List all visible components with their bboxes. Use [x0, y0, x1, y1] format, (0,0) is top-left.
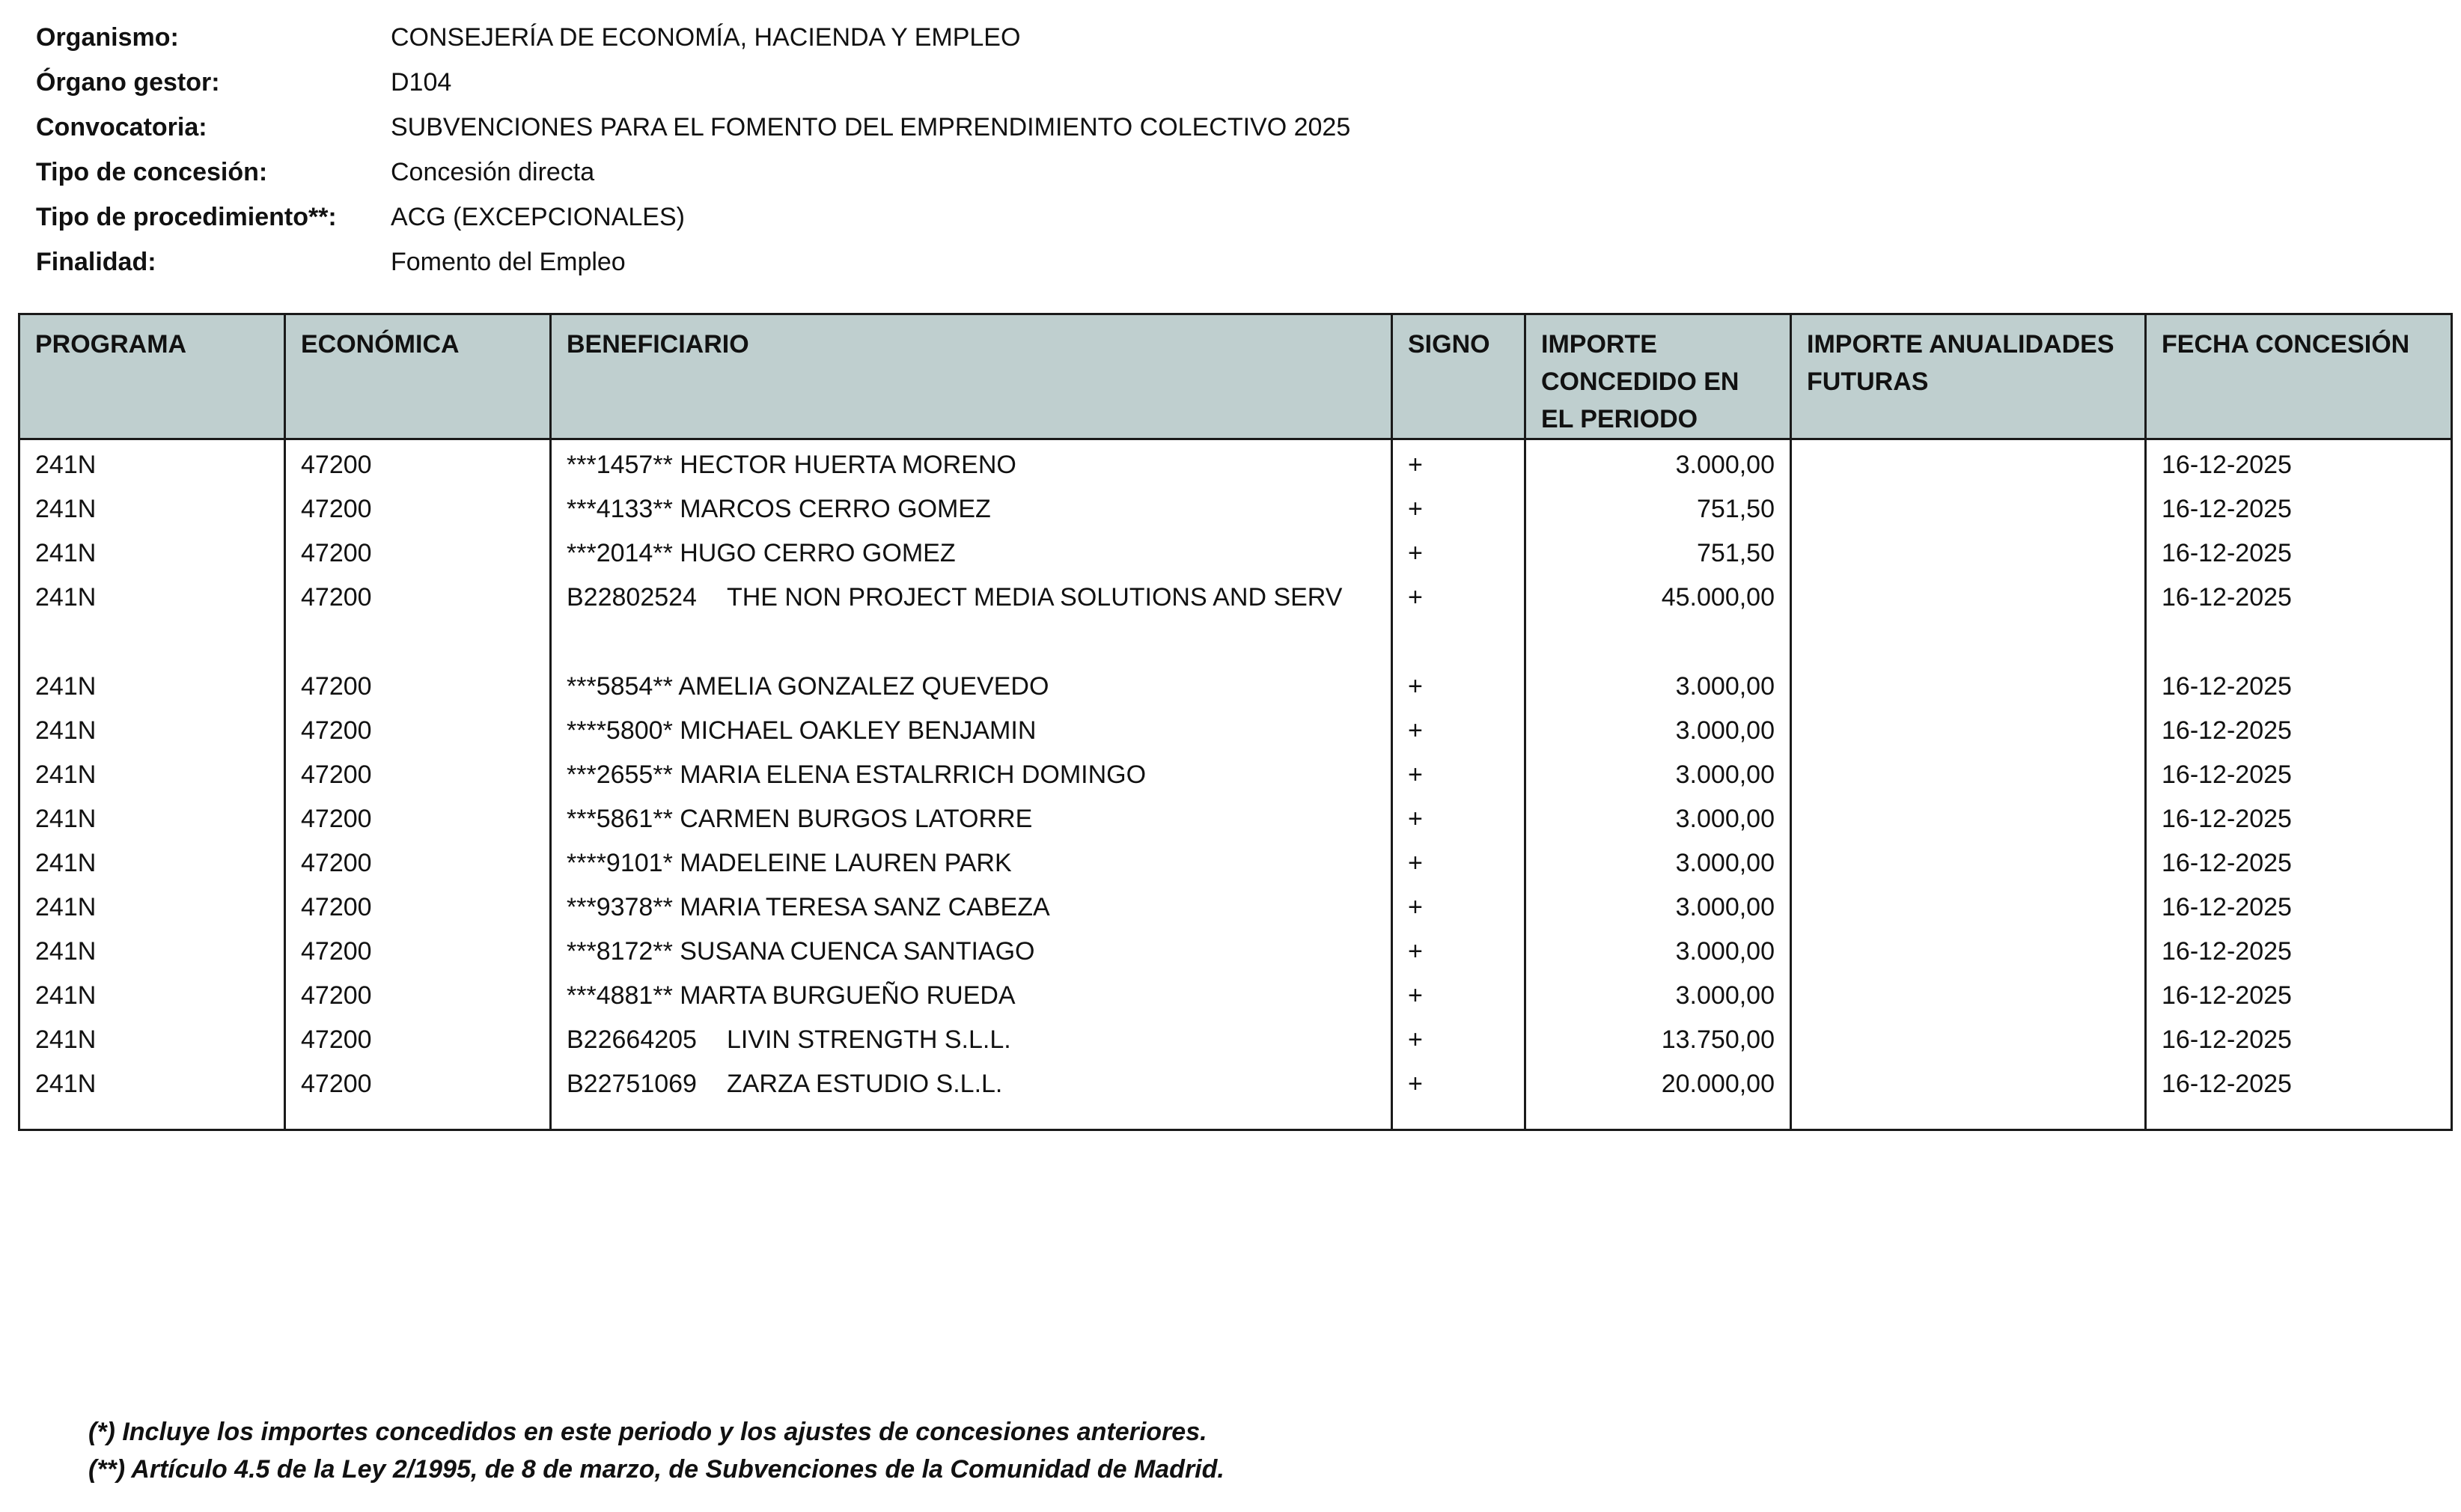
cell-futuras	[1791, 484, 2146, 528]
cell-signo: +	[1392, 662, 1525, 706]
cell-economica: 47200	[285, 573, 551, 662]
spacer-cell	[19, 1103, 285, 1130]
cell-signo: +	[1392, 439, 1525, 485]
table-row	[19, 1015, 2452, 1059]
cell-signo: +	[1392, 882, 1525, 927]
beneficiario-nombre: THE NON PROJECT MEDIA SOLUTIONS AND SERV	[726, 583, 1343, 612]
cell-signo: +	[1392, 706, 1525, 750]
cell-economica: 47200	[285, 838, 551, 882]
footnote-importes: (*) Incluye los importes concedidos en este periodo y los ajustes de concesiones anteriores.	[88, 1418, 1207, 1446]
cell-signo: +	[1392, 484, 1525, 528]
column-header-economica: ECONÓMICA	[285, 314, 551, 439]
cell-futuras	[1791, 971, 2146, 1015]
cell-economica: 47200	[285, 927, 551, 971]
beneficiario-nombre: HUGO CERRO GOMEZ	[680, 539, 956, 567]
cell-beneficiario	[551, 838, 1392, 882]
table-row	[19, 971, 2452, 1015]
table-row	[19, 484, 2452, 528]
spacer-cell	[2146, 1103, 2452, 1130]
grants-table	[18, 313, 2453, 1131]
cell-programa: 241N	[19, 484, 285, 528]
meta-label: Organismo:	[36, 22, 179, 52]
cell-futuras	[1791, 528, 2146, 573]
cell-programa: 241N	[19, 528, 285, 573]
cell-importe: 20.000,00	[1525, 1059, 1791, 1103]
cell-fecha: 16-12-2025	[2146, 750, 2452, 794]
cell-signo: +	[1392, 971, 1525, 1015]
table-row	[19, 706, 2452, 750]
column-header-fecha-concesion: FECHA CONCESIÓN	[2146, 314, 2452, 439]
cell-signo: +	[1392, 927, 1525, 971]
cell-economica: 47200	[285, 794, 551, 838]
cell-beneficiario	[551, 1059, 1392, 1103]
cell-signo: +	[1392, 1015, 1525, 1059]
beneficiario-id: ***4881**	[567, 981, 673, 1010]
spacer-cell	[285, 1103, 551, 1130]
cell-fecha: 16-12-2025	[2146, 439, 2452, 485]
spacer-cell	[551, 1103, 1392, 1130]
cell-programa: 241N	[19, 1015, 285, 1059]
cell-signo: +	[1392, 573, 1525, 662]
cell-importe: 751,50	[1525, 528, 1791, 573]
column-header-beneficiario: BENEFICIARIO	[551, 314, 1392, 439]
cell-fecha: 16-12-2025	[2146, 927, 2452, 971]
cell-programa: 241N	[19, 662, 285, 706]
table-row	[19, 528, 2452, 573]
footnotes	[88, 1413, 1225, 1488]
meta-value: D104	[391, 67, 452, 97]
cell-programa: 241N	[19, 1059, 285, 1103]
cell-programa: 241N	[19, 573, 285, 662]
table-row	[19, 1059, 2452, 1103]
meta-label: Finalidad:	[36, 247, 156, 276]
cell-futuras	[1791, 927, 2146, 971]
cell-futuras	[1791, 750, 2146, 794]
cell-beneficiario	[551, 706, 1392, 750]
beneficiario-id: ***8172**	[567, 937, 673, 966]
beneficiario-nombre: ZARZA ESTUDIO S.L.L.	[726, 1070, 1003, 1098]
cell-economica: 47200	[285, 1059, 551, 1103]
cell-signo: +	[1392, 838, 1525, 882]
cell-futuras	[1791, 882, 2146, 927]
meta-value: SUBVENCIONES PARA EL FOMENTO DEL EMPRENDIMIENTO COLECTIVO 2025	[391, 112, 1351, 141]
cell-futuras	[1791, 573, 2146, 662]
cell-signo: +	[1392, 528, 1525, 573]
cell-futuras	[1791, 706, 2146, 750]
beneficiario-nombre: MARIA TERESA SANZ CABEZA	[680, 893, 1050, 921]
cell-economica: 47200	[285, 750, 551, 794]
spacer-cell	[1525, 1103, 1791, 1130]
meta-row-convocatoria	[36, 105, 1832, 150]
cell-fecha: 16-12-2025	[2146, 528, 2452, 573]
cell-beneficiario	[551, 750, 1392, 794]
cell-importe: 3.000,00	[1525, 706, 1791, 750]
cell-importe: 13.750,00	[1525, 1015, 1791, 1059]
table-bottom-spacer	[19, 1103, 2452, 1130]
cell-economica: 47200	[285, 882, 551, 927]
table-header-row	[19, 314, 2452, 439]
cell-programa: 241N	[19, 882, 285, 927]
beneficiario-id: B22664205	[567, 1025, 697, 1054]
table-row	[19, 927, 2452, 971]
beneficiario-nombre: CARMEN BURGOS LATORRE	[680, 805, 1033, 833]
column-header-importe-futuras: IMPORTE ANUALIDADES FUTURAS	[1791, 314, 2146, 439]
cell-programa: 241N	[19, 971, 285, 1015]
spacer-cell	[1392, 1103, 1525, 1130]
cell-futuras	[1791, 794, 2146, 838]
spacer-cell	[1791, 1103, 2146, 1130]
cell-beneficiario	[551, 484, 1392, 528]
cell-programa: 241N	[19, 927, 285, 971]
column-header-programa: PROGRAMA	[19, 314, 285, 439]
meta-value: Fomento del Empleo	[391, 247, 626, 276]
cell-futuras	[1791, 1059, 2146, 1103]
cell-economica: 47200	[285, 528, 551, 573]
meta-value: CONSEJERÍA DE ECONOMÍA, HACIENDA Y EMPLEO	[391, 22, 1021, 52]
cell-importe: 3.000,00	[1525, 794, 1791, 838]
meta-label: Tipo de concesión:	[36, 157, 268, 186]
cell-importe: 3.000,00	[1525, 882, 1791, 927]
cell-importe: 3.000,00	[1525, 971, 1791, 1015]
beneficiario-nombre: MARTA BURGUEÑO RUEDA	[680, 981, 1016, 1010]
cell-economica: 47200	[285, 662, 551, 706]
meta-label: Tipo de procedimiento**:	[36, 202, 337, 231]
cell-beneficiario	[551, 882, 1392, 927]
cell-fecha: 16-12-2025	[2146, 1059, 2452, 1103]
cell-futuras	[1791, 439, 2146, 485]
meta-row-finalidad	[36, 240, 1832, 284]
cell-futuras	[1791, 662, 2146, 706]
beneficiario-id: ****9101*	[567, 849, 673, 877]
cell-economica: 47200	[285, 706, 551, 750]
cell-beneficiario	[551, 794, 1392, 838]
column-header-signo: SIGNO	[1392, 314, 1525, 439]
beneficiario-id: ****5800*	[567, 716, 673, 745]
table-row	[19, 573, 2452, 662]
beneficiario-nombre: LIVIN STRENGTH S.L.L.	[726, 1025, 1011, 1054]
beneficiario-nombre: MARCOS CERRO GOMEZ	[680, 495, 991, 523]
cell-economica: 47200	[285, 971, 551, 1015]
meta-label: Convocatoria:	[36, 112, 207, 141]
cell-beneficiario	[551, 528, 1392, 573]
cell-fecha: 16-12-2025	[2146, 882, 2452, 927]
cell-fecha: 16-12-2025	[2146, 706, 2452, 750]
beneficiario-id: ***4133**	[567, 495, 673, 523]
beneficiario-id: ***9378**	[567, 893, 673, 921]
cell-importe: 751,50	[1525, 484, 1791, 528]
meta-row-organismo	[36, 15, 1832, 60]
beneficiario-id: ***2655**	[567, 760, 673, 789]
cell-fecha: 16-12-2025	[2146, 794, 2452, 838]
meta-value: Concesión directa	[391, 157, 595, 186]
cell-economica: 47200	[285, 1015, 551, 1059]
cell-fecha: 16-12-2025	[2146, 484, 2452, 528]
beneficiario-id: B22802524	[567, 583, 697, 612]
cell-programa: 241N	[19, 838, 285, 882]
meta-row-tipo-concesion	[36, 150, 1832, 195]
cell-economica: 47200	[285, 484, 551, 528]
cell-signo: +	[1392, 750, 1525, 794]
header-metadata	[36, 15, 1832, 284]
cell-beneficiario	[551, 439, 1392, 485]
cell-beneficiario	[551, 662, 1392, 706]
beneficiario-id: ***1457**	[567, 451, 673, 479]
cell-importe: 45.000,00	[1525, 573, 1791, 662]
cell-fecha: 16-12-2025	[2146, 1015, 2452, 1059]
cell-fecha: 16-12-2025	[2146, 838, 2452, 882]
beneficiario-nombre: MADELEINE LAUREN PARK	[680, 849, 1012, 877]
cell-beneficiario	[551, 927, 1392, 971]
beneficiario-id: B22751069	[567, 1070, 697, 1098]
cell-signo: +	[1392, 1059, 1525, 1103]
cell-economica: 47200	[285, 439, 551, 485]
cell-importe: 3.000,00	[1525, 662, 1791, 706]
cell-signo: +	[1392, 794, 1525, 838]
cell-fecha: 16-12-2025	[2146, 573, 2452, 662]
cell-importe: 3.000,00	[1525, 439, 1791, 485]
table-row	[19, 838, 2452, 882]
cell-futuras	[1791, 1015, 2146, 1059]
beneficiario-nombre: MARIA ELENA ESTALRRICH DOMINGO	[680, 760, 1147, 789]
cell-programa: 241N	[19, 706, 285, 750]
meta-label: Órgano gestor:	[36, 67, 220, 97]
cell-fecha: 16-12-2025	[2146, 971, 2452, 1015]
cell-beneficiario	[551, 573, 1392, 662]
meta-row-tipo-procedimiento	[36, 195, 1832, 240]
beneficiario-nombre: SUSANA CUENCA SANTIAGO	[680, 937, 1035, 966]
beneficiario-nombre: MICHAEL OAKLEY BENJAMIN	[680, 716, 1037, 745]
table-row	[19, 750, 2452, 794]
footnote-ley: (**) Artículo 4.5 de la Ley 2/1995, de 8 de marzo, de Subvenciones de la Comunidad de Madrid.	[88, 1455, 1225, 1484]
beneficiario-nombre: HECTOR HUERTA MORENO	[680, 451, 1016, 479]
table-row	[19, 662, 2452, 706]
beneficiario-id: ***5854**	[567, 672, 673, 701]
cell-programa: 241N	[19, 439, 285, 485]
beneficiario-nombre: AMELIA GONZALEZ QUEVEDO	[678, 672, 1049, 701]
cell-importe: 3.000,00	[1525, 838, 1791, 882]
cell-importe: 3.000,00	[1525, 750, 1791, 794]
table-row	[19, 439, 2452, 485]
cell-importe: 3.000,00	[1525, 927, 1791, 971]
cell-fecha: 16-12-2025	[2146, 662, 2452, 706]
beneficiario-id: ***2014**	[567, 539, 673, 567]
column-header-importe-concedido: IMPORTE CONCEDIDO EN EL PERIODO	[1525, 314, 1791, 439]
meta-value: ACG (EXCEPCIONALES)	[391, 202, 685, 231]
cell-beneficiario	[551, 971, 1392, 1015]
beneficiario-id: ***5861**	[567, 805, 673, 833]
cell-programa: 241N	[19, 794, 285, 838]
table-row	[19, 882, 2452, 927]
meta-row-organo-gestor	[36, 60, 1832, 105]
cell-beneficiario	[551, 1015, 1392, 1059]
cell-futuras	[1791, 838, 2146, 882]
cell-programa: 241N	[19, 750, 285, 794]
table-row	[19, 794, 2452, 838]
